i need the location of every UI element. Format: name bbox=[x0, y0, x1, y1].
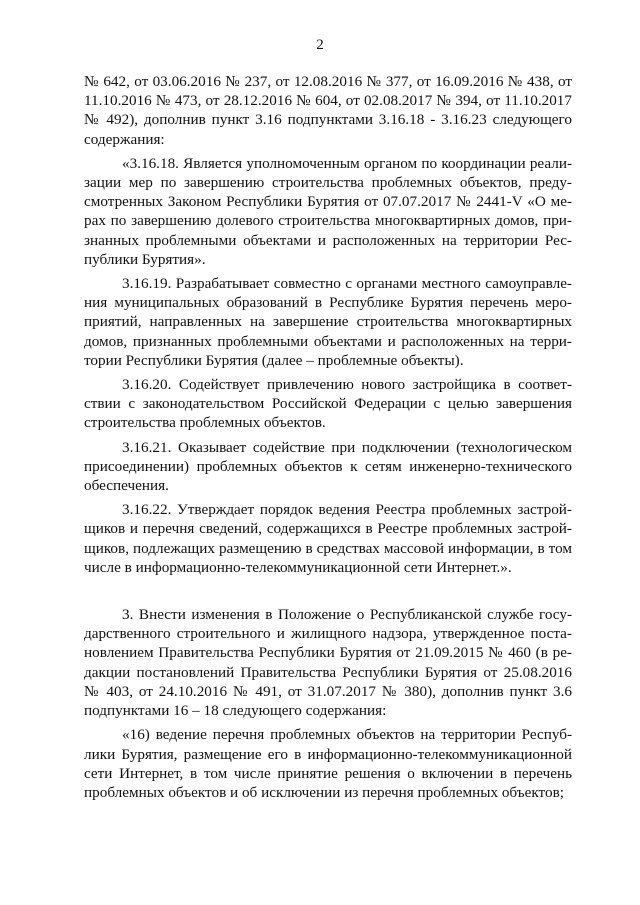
text-line: числе в информационно-телекоммуникационной сети Интернет.». bbox=[84, 558, 512, 576]
text-line: новлением Правительства Республики Бурятия от 21.09.2015 № 460 (в ре- bbox=[84, 644, 572, 662]
text-line: 3.16.20. Содействует привлечению нового застройщика в соответ- bbox=[122, 376, 572, 394]
text-line: 3.16.19. Разрабатывает совместно с органами местного самоуправле- bbox=[122, 275, 572, 293]
paragraph-3-16-18 bbox=[84, 154, 572, 269]
text-line: «3.16.18. Является уполномоченным органом по координации реали- bbox=[122, 154, 572, 172]
text-line: дарственного строительного и жилищного надзора, утвержденное поста- bbox=[84, 625, 572, 643]
text-line: зации мер по завершению строительства проблемных объектов, преду- bbox=[84, 174, 572, 192]
text-line: 3.16.22. Утверждает порядок ведения Реестра проблемных застрой- bbox=[122, 501, 572, 519]
text-line: сети Интернет, в том числе принятие решения о включении в перечень bbox=[84, 764, 572, 782]
paragraph-3-16-22 bbox=[84, 500, 572, 577]
text-line: строительства проблемных объектов. bbox=[84, 414, 326, 432]
text-line: дакции постановлений Правительства Республики Бурятия от 25.08.2016 bbox=[84, 663, 572, 681]
paragraph-3-16-21 bbox=[84, 438, 572, 496]
document-body bbox=[84, 72, 572, 802]
paragraph-amendments-continuation bbox=[84, 72, 572, 149]
page-number: 2 bbox=[316, 37, 324, 53]
text-line: 11.10.2016 № 473, от 28.12.2016 № 604, от 02.08.2017 № 394, от 11.10.2017 bbox=[84, 92, 572, 110]
text-line: № 492), дополнив пункт 3.16 подпунктами 3.16.18 - 3.16.23 следующего bbox=[84, 111, 572, 129]
text-line: тории Республики Бурятия (далее – проблемные объекты). bbox=[84, 351, 464, 369]
text-line: «16) ведение перечня проблемных объектов на территории Респуб- bbox=[122, 726, 572, 744]
text-line: рах по завершению долевого строительства многоквартирных домов, при- bbox=[84, 212, 572, 230]
text-line: подпунктами 16 – 18 следующего содержания: bbox=[84, 702, 387, 720]
text-line: щиков, подлежащих размещению в средствах массовой информации, в том bbox=[84, 539, 572, 557]
paragraph-subitem-16 bbox=[84, 725, 572, 802]
text-line: щиков и перечня сведений, содержащихся в Реестре проблемных застрой- bbox=[84, 520, 572, 538]
text-line: присоединении) проблемных объектов к сетям инженерно-технического bbox=[84, 457, 572, 475]
text-line: проблемных объектов и об исключении из перечня проблемных объектов; bbox=[84, 783, 564, 801]
text-line: приятий, направленных на завершение строительства многоквартирных bbox=[84, 313, 572, 331]
text-line: смотренных Законом Республики Бурятия от 07.07.2017 № 2441-V «О ме- bbox=[84, 193, 572, 211]
text-line: домов, признанных проблемными объектами и расположенных на терри- bbox=[84, 332, 572, 350]
paragraph-item-3 bbox=[84, 605, 572, 720]
text-line: № 642, от 03.06.2016 № 237, от 12.08.2016 № 377, от 16.09.2016 № 438, от bbox=[84, 73, 572, 90]
paragraph-3-16-19 bbox=[84, 274, 572, 370]
text-line: лики Бурятия, размещение его в информационно-телекоммуникационной bbox=[84, 745, 572, 763]
text-line: ствии с законодательством Российской Федерации с целью завершения bbox=[84, 395, 572, 413]
text-line: публики Бурятия». bbox=[84, 250, 206, 268]
text-line: 3. Внести изменения в Положение о Республиканской службе госу- bbox=[122, 606, 572, 624]
text-line: знанных проблемными объектами и расположенных на территории Рес- bbox=[84, 231, 572, 249]
text-line: № 403, от 24.10.2016 № 491, от 31.07.2017 № 380), дополнив пункт 3.6 bbox=[84, 682, 572, 700]
text-line: содержания: bbox=[84, 130, 165, 148]
text-line: ния муниципальных образований в Республике Бурятия перечень меро- bbox=[84, 294, 572, 312]
text-line: обеспечения. bbox=[84, 477, 169, 495]
paragraph-3-16-20 bbox=[84, 375, 572, 433]
text-line: 3.16.21. Оказывает содействие при подключении (технологическом bbox=[122, 438, 572, 456]
